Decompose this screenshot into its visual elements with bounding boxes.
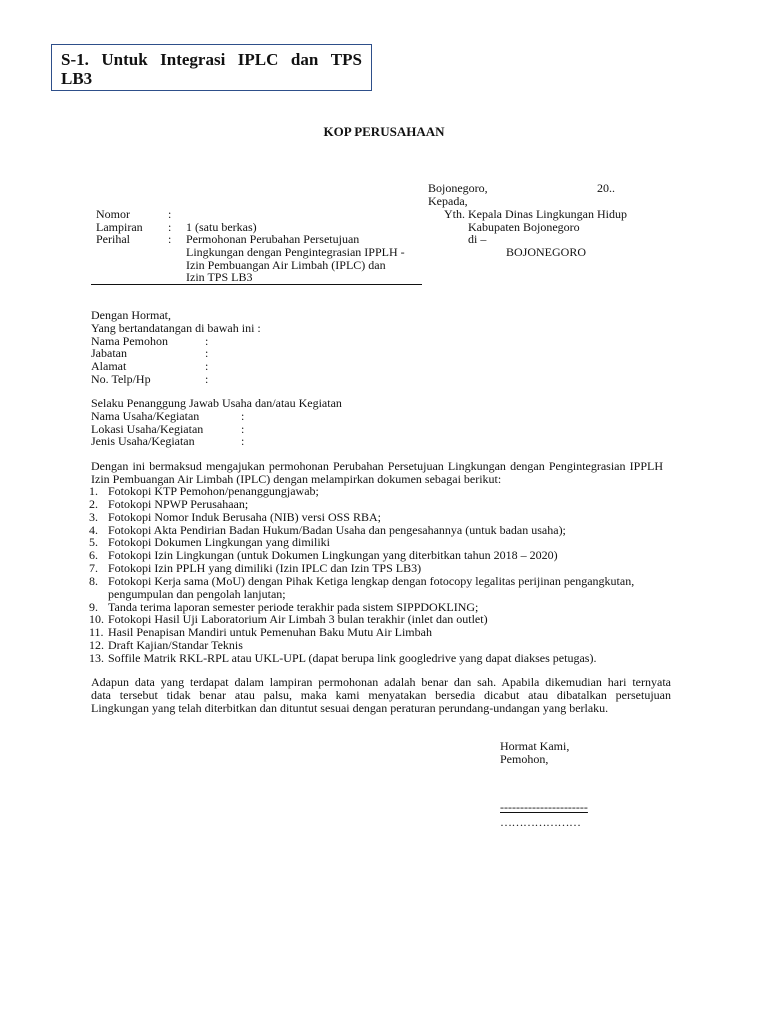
paragraph-line: Izin Pembuangan Air Limbah (IPLC) dengan melampirkan dokumen sebagai berikut: bbox=[91, 472, 502, 486]
applicant-section bbox=[91, 309, 261, 386]
paragraph-line: Adapun data yang terdapat dalam lampiran permohonan adalah benar dan sah. Apabila dikemudian hari ternyata bbox=[91, 675, 671, 689]
signer-role: Pemohon, bbox=[500, 752, 549, 766]
recipient-city: BOJONEGORO bbox=[506, 245, 587, 259]
paragraph-line: data tersebut tidak benar atau palsu, maka kami menyatakan bersedia dicabut atau dibatalkan persetujuan bbox=[91, 688, 671, 702]
list-number: 10. bbox=[89, 612, 104, 627]
list-number: 12. bbox=[89, 638, 104, 653]
applicant-field bbox=[91, 373, 261, 386]
list-item-continuation bbox=[91, 588, 691, 601]
form-code-word: S-1. bbox=[61, 50, 89, 69]
undersigned-text: Yang bertandatangan di bawah ini : bbox=[91, 320, 261, 335]
recipient-title: Yth. Kepala Dinas Lingkungan Hidup bbox=[444, 207, 627, 221]
perihal-line: Izin Pembuangan Air Limbah (IPLC) dan bbox=[186, 258, 386, 272]
list-number: 11. bbox=[89, 625, 104, 640]
list-number: 9. bbox=[89, 599, 98, 614]
list-number: 7. bbox=[89, 561, 98, 576]
list-text: Fotokopi KTP Pemohon/penanggungjawab; bbox=[108, 484, 319, 498]
lampiran-label: Lampiran bbox=[96, 220, 143, 234]
list-number: 13. bbox=[89, 650, 104, 665]
recipient-kepada: Kepada, bbox=[428, 194, 468, 208]
list-number: 1. bbox=[89, 484, 98, 498]
list-item bbox=[91, 562, 691, 575]
list-text: Fotokopi Kerja sama (MoU) dengan Pihak Ketiga lengkap dengan fotocopy legalitas perijinan pengangkutan, bbox=[108, 573, 635, 588]
paragraph-line: Dengan ini bermaksud mengajukan permohonan Perubahan Persetujuan Lingkungan dengan Pengintegrasian IPPLH bbox=[91, 459, 663, 473]
place-city: Bojonegoro, bbox=[428, 181, 488, 195]
list-number: 5. bbox=[89, 535, 98, 550]
field-label: Alamat bbox=[91, 359, 127, 374]
business-section bbox=[91, 397, 342, 448]
list-item bbox=[91, 652, 691, 665]
field-label: No. Telp/Hp bbox=[91, 371, 151, 386]
list-item bbox=[91, 511, 691, 524]
form-code-line2: LB3 bbox=[61, 69, 93, 88]
list-item bbox=[91, 498, 691, 511]
business-intro: Selaku Penanggung Jawab Usaha dan/atau Kegiatan bbox=[91, 396, 342, 410]
list-number: 3. bbox=[89, 509, 98, 524]
signature-line: ---------------------- bbox=[500, 800, 588, 814]
list-number: 8. bbox=[89, 573, 98, 588]
perihal-line: Permohonan Perubahan Persetujuan bbox=[186, 232, 360, 246]
paragraph-line: Lingkungan yang telah diterbitkan dan dituntut sesuai dengan peraturan perundang-undangan yang berlaku. bbox=[91, 701, 609, 715]
field-label: Jenis Usaha/Kegiatan bbox=[91, 434, 195, 449]
form-code-word: Untuk bbox=[101, 50, 148, 69]
field-colon: : bbox=[205, 333, 209, 348]
field-label: Nama Pemohon bbox=[91, 333, 168, 348]
list-text: Fotokopi Izin PPLH yang dimiliki (Izin IPLC dan Izin TPS LB3) bbox=[108, 561, 422, 576]
perihal-line: Lingkungan dengan Pengintegrasian IPPLH - bbox=[186, 245, 405, 259]
nomor-colon: : bbox=[168, 207, 172, 221]
field-colon: : bbox=[241, 434, 245, 449]
greeting: Dengan Hormat, bbox=[91, 308, 171, 322]
list-text: pengumpulan dan pengolah lanjutan; bbox=[108, 586, 286, 601]
list-number: 6. bbox=[89, 548, 98, 563]
place-year: 20.. bbox=[597, 181, 615, 195]
field-colon: : bbox=[241, 421, 245, 436]
list-text: Fotokopi Akta Pendirian Badan Hukum/Badan Usaha dan pengesahannya (untuk badan usaha); bbox=[108, 522, 566, 537]
lampiran-value: 1 (satu berkas) bbox=[186, 220, 257, 234]
intro-paragraph bbox=[91, 460, 663, 486]
nomor-label: Nomor bbox=[96, 207, 130, 221]
list-text: Tanda terima laporan semester periode terakhir pada sistem SIPPDOKLING; bbox=[108, 599, 479, 614]
field-colon: : bbox=[205, 346, 209, 361]
list-text: Fotokopi Hasil Uji Laboratorium Air Limbah 3 bulan terakhir (inlet dan outlet) bbox=[108, 612, 488, 627]
field-label: Lokasi Usaha/Kegiatan bbox=[91, 421, 204, 436]
perihal-label: Perihal bbox=[96, 232, 130, 246]
list-text: Soffile Matrik RKL-RPL atau UKL-UPL (dapat berupa link googledrive yang dapat diakses petugas). bbox=[108, 650, 597, 665]
lampiran-colon: : bbox=[168, 220, 172, 234]
field-label: Jabatan bbox=[91, 346, 127, 361]
business-field bbox=[91, 435, 342, 448]
document-list bbox=[91, 485, 691, 665]
perihal-line: Izin TPS LB3 bbox=[186, 270, 253, 284]
list-item bbox=[91, 575, 691, 588]
recipient-regency: Kabupaten Bojonegoro bbox=[468, 220, 580, 234]
form-code-line1 bbox=[61, 50, 362, 69]
list-text: Fotokopi Dokumen Lingkungan yang dimiliki bbox=[108, 535, 330, 550]
letterhead-placeholder: KOP PERUSAHAAN bbox=[323, 124, 445, 139]
field-colon: : bbox=[241, 408, 245, 423]
list-text: Fotokopi Izin Lingkungan (untuk Dokumen Lingkungan yang diterbitkan tahun 2018 – 2020) bbox=[108, 548, 558, 563]
form-code-box bbox=[51, 44, 372, 91]
list-text: Draft Kajian/Standar Teknis bbox=[108, 638, 243, 653]
perihal-colon: : bbox=[168, 232, 172, 246]
recipient-di: di – bbox=[468, 232, 487, 246]
closing-salutation: Hormat Kami, bbox=[500, 739, 570, 753]
form-code-word: dan bbox=[290, 50, 319, 69]
list-text: Fotokopi NPWP Perusahaan; bbox=[108, 496, 249, 511]
form-code-word: IPLC bbox=[237, 50, 279, 69]
meta-divider bbox=[91, 284, 422, 285]
list-number: 4. bbox=[89, 522, 98, 537]
field-colon: : bbox=[205, 371, 209, 386]
signature-name-placeholder: ………………… bbox=[500, 815, 581, 829]
list-number: 2. bbox=[89, 496, 98, 511]
list-item bbox=[91, 485, 691, 498]
closing-paragraph bbox=[91, 676, 671, 715]
form-code-word: TPS bbox=[330, 50, 362, 69]
list-text: Hasil Penapisan Mandiri untuk Pemenuhan Baku Mutu Air Limbah bbox=[108, 625, 432, 640]
list-text: Fotokopi Nomor Induk Berusaha (NIB) versi OSS RBA; bbox=[108, 509, 381, 524]
form-code-word: Integrasi bbox=[160, 50, 226, 69]
field-colon: : bbox=[205, 359, 209, 374]
field-label: Nama Usaha/Kegiatan bbox=[91, 408, 200, 423]
